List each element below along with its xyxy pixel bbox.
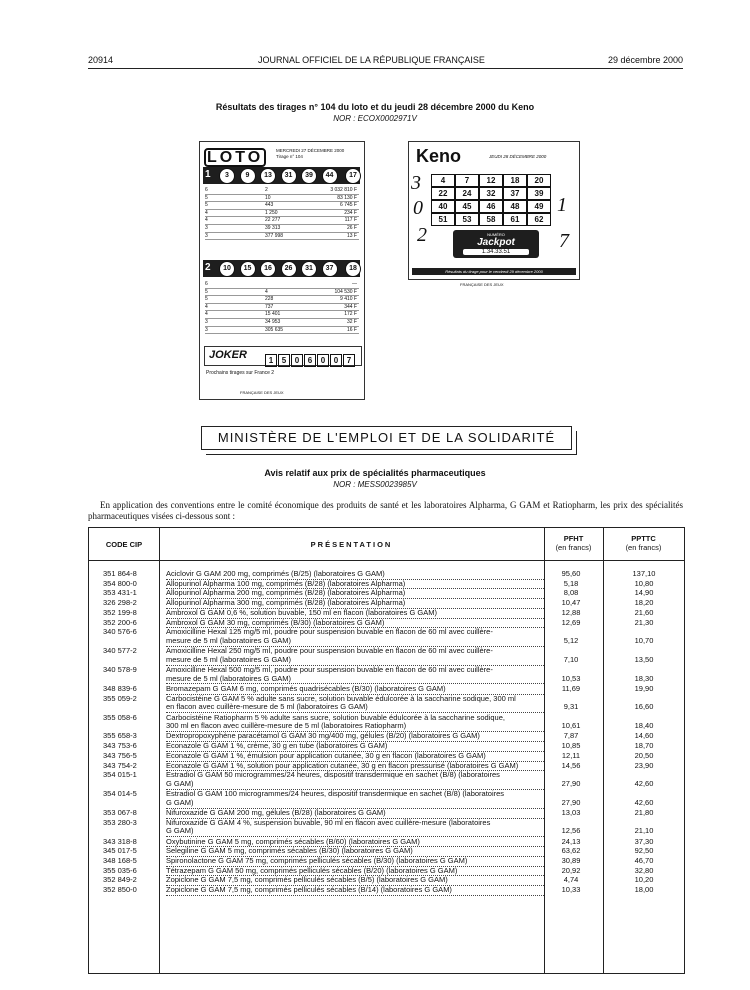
cip-code: 355 035-6 [103,865,137,875]
presentation: Ambroxol G GAM 30 mg, comprimés (B/30) (laboratoires G GAM) [166,619,544,629]
loto-prize-row: 4 22 277 117 F [205,217,357,224]
keno-deco-digit: 1 [557,194,567,216]
pttc-value: 16,60 [634,702,654,712]
pttc-value: 137,10 [632,569,656,578]
pttc-value: 13,50 [634,654,654,664]
keno-number: 49 [527,200,551,213]
keno-deco-digit: 3 [411,172,421,194]
pttc-value: 21,80 [634,808,654,817]
loto-ball: 9 [240,168,256,184]
keno-number: 32 [479,187,503,200]
keno-ticket [408,141,580,280]
presentation: Nifuroxazide G GAM 4 %, suspension buvable, 90 ml en flacon avec cuillère-mesure (laboratoires G GAM) [166,819,544,837]
ministry-heading: MINISTÈRE DE L'EMPLOI ET DE LA SOLIDARITÉ [201,426,572,450]
avis-nor: NOR : MESS0023985V [333,480,417,489]
pttc-value: 18,40 [634,721,654,731]
keno-deco-digit: 7 [559,230,569,252]
presentation: Dextropropoxyphène paracétamol G GAM 30 mg/400 mg, gélules (B/20) (laboratoires G GAM) [166,732,544,742]
pttc-value: 20,50 [634,750,654,760]
presentation: Nifuroxazide G GAM 200 mg, gélules (B/28) (laboratoires G GAM) [166,809,544,819]
pttc-value: 18,20 [634,598,654,608]
presentation: Econazole G GAM 1 %, solution pour application cutanée, 30 g en flacon pressurisé (laboratoires G GAM) [166,762,544,772]
keno-number: 53 [455,213,479,226]
cip-code: 326 298-2 [103,598,137,608]
pfht-value: 12,69 [561,617,581,627]
keno-number: 40 [431,200,455,213]
keno-deco-digit: 2 [417,224,427,246]
pfht-value: 8,08 [563,588,579,598]
pfht-value: 14,56 [561,760,581,770]
cip-code: 352 849-2 [103,875,137,885]
joker-digit: 5 [278,354,290,367]
loto-prize-row: 5 443 6 745 F [205,202,357,209]
loto-prize-row: 5 10 83 130 F [205,194,357,201]
loto-ball: 13 [260,168,276,184]
loto-ball: 3 [219,168,235,184]
presentation: Bromazepam G GAM 6 mg, comprimés quadrisécables (B/30) (laboratoires G GAM) [166,685,544,695]
loto-logo: LOTO [204,148,270,166]
keno-number: 45 [455,200,479,213]
loto-draw2-prizes [205,281,359,334]
loto-prize-row: 4 737 344 F [205,303,357,310]
price-table [88,527,685,974]
pfht-value: 10,61 [561,721,581,731]
header-pttc-unit: (en francs) [625,543,662,552]
presentation: Zopiclone G GAM 7,5 mg, comprimés pelliculés sécables (B/14) (laboratoires G GAM) [166,886,544,896]
pttc-value: 14,90 [634,588,654,598]
keno-number: 46 [479,200,503,213]
loto-ball: 31 [301,261,317,277]
keno-fdj: FRANÇAISE DES JEUX [460,282,504,287]
header-presentation: PRÉSENTATION [310,540,393,549]
pfht-value: 5,18 [563,578,579,588]
pttc-value: 10,20 [634,875,654,885]
loto-prize-row: 5 4 104 530 F [205,288,357,295]
keno-number: 48 [503,200,527,213]
pttc-value: 46,70 [634,856,654,865]
pttc-value: 42,60 [634,797,654,807]
pttc-value: 21,10 [634,826,654,836]
pttc-value: 92,50 [634,846,654,856]
pttc-value: 10,80 [634,578,654,588]
loto-prize-row: 3 305 635 16 F [205,326,357,333]
presentation: Amoxicilline Hexal 250 mg/5 ml, poudre pour suspension buvable en flacon de 60 ml avec cuillère- mesure de 5 ml (laboratoires G GAM) [166,647,544,665]
presentation: Aciclovir G GAM 200 mg, comprimés (B/25) (laboratoires G GAM) [166,570,544,580]
cip-code: 354 800-0 [103,578,137,588]
loto-draw1-prizes [205,187,359,240]
table-header [89,528,684,561]
pttc-value: 14,60 [634,731,654,741]
keno-date: JEUDI 28 DÉCEMBRE 2000 [489,154,547,159]
cip-code: 354 015-1 [103,770,137,780]
cip-code: 340 576-6 [103,627,137,637]
joker-number [265,350,356,368]
cip-code: 353 280-3 [103,817,137,827]
cip-code: 351 864-8 [103,569,137,578]
journal-title: JOURNAL OFFICIEL DE LA RÉPUBLIQUE FRANÇAISE [258,55,485,65]
loto-ball: 39 [301,168,317,184]
loto-prize-row: 4 15 401 172 F [205,311,357,318]
keno-number: 37 [503,187,527,200]
keno-number: 18 [503,174,527,187]
pttc-value: 18,30 [634,673,654,683]
loto-footer: Prochains tirages sur France 2 [206,370,275,376]
page-header [88,55,683,69]
keno-deco-digit: 0 [413,197,423,219]
pfht-value: 12,88 [561,607,581,617]
loto-prize-row: 4 1 250 234 F [205,209,357,216]
issue-date: 29 décembre 2000 [607,55,683,65]
loto-ball: 17 [345,168,361,184]
loto-prize-row: 5 228 9 410 F [205,296,357,303]
joker-digit: 6 [304,354,316,367]
pfht-value: 30,89 [561,856,581,865]
cip-code: 352 199-8 [103,607,137,617]
pfht-value: 7,87 [563,731,579,741]
presentation: Spironolactone G GAM 75 mg, comprimés pelliculés sécables (B/30) (laboratoires G GAM) [166,857,544,867]
pttc-value: 19,90 [634,683,654,693]
loto-ball: 16 [260,261,276,277]
pfht-value: 10,47 [561,598,581,608]
header-pfht: PFHT [563,534,584,543]
cip-code: 340 578-9 [103,665,137,674]
cip-code: 352 200-6 [103,617,137,627]
header-rule [88,68,683,69]
keno-number: 7 [455,174,479,187]
presentation: Selegiline G GAM 5 mg, comprimés sécables (B/30) (laboratoires G GAM) [166,847,544,857]
loto-ball: 15 [240,261,256,277]
pfht-value: 5,12 [563,635,579,645]
pfht-value: 27,90 [561,797,581,807]
loto-draw2-balls: 2 10 15 16 26 31 37 18 [203,260,360,277]
joker-digit: 7 [343,354,355,367]
cip-code: 340 577-2 [103,646,137,656]
cip-code: 348 839-6 [103,683,137,693]
loto-draw1-balls: 1 3 9 13 31 39 44 17 [203,167,360,184]
keno-number: 4 [431,174,455,187]
pfht-value: 24,13 [561,836,581,846]
keno-number: 24 [455,187,479,200]
jackpot-box: NUMÉRO Jackpot 1.34.33.51 [453,230,539,258]
presentation: Tétrazepam G GAM 50 mg, comprimés pelliculés sécables (B/20) (laboratoires G GAM) [166,867,544,877]
joker-label: JOKER [209,349,247,361]
loto-prize-row: 3 39 313 26 F [205,224,357,231]
cip-code: 345 017-5 [103,846,137,856]
pfht-value: 63,62 [561,846,581,856]
intro-paragraph: En application des conventions entre le comité économique des produits de santé et les laboratoires Alpharma, G GAM et Ratiopharm, les prix des spécialités pharmaceutiques visées ci-dessous sont : [88,500,683,521]
loto-ball: 10 [219,261,235,277]
pfht-value: 4,74 [563,875,579,885]
presentation: Carbocistéine G GAM 5 % adulte sans sucre, solution buvable édulcorée à la saccharine sodique, 300 ml en flacon avec cuillère-mesure de 5 ml (laboratoires G GAM) [166,695,544,713]
presentation: Oxybutinine G GAM 5 mg, comprimés sécables (B/60) (laboratoires G GAM) [166,838,544,848]
pfht-value: 10,33 [561,885,581,895]
jackpot-value: 1.34.33.51 [463,249,529,255]
cip-code: 343 753-6 [103,741,137,751]
loto-prize-row: 6 — [205,281,357,287]
results-title: Résultats des tirages n° 104 du loto et du jeudi 28 décembre 2000 du Keno [215,102,535,112]
keno-number: 22 [431,187,455,200]
keno-footer: Résultats du tirage pour le vendredi 29 décembre 2000 [412,268,576,275]
pttc-value: 37,30 [634,836,654,846]
pttc-value: 42,60 [634,778,654,788]
cip-code: 348 168-5 [103,856,137,865]
presentation: Allopurinol Alpharma 100 mg, comprimés (B/28) (laboratoires Alpharma) [166,580,544,590]
cip-code: 343 754-2 [103,760,137,770]
keno-number: 20 [527,174,551,187]
joker-box [204,346,362,366]
pfht-value: 95,60 [561,569,581,578]
loto-prize-row: 3 34 953 32 F [205,318,357,325]
keno-number: 51 [431,213,455,226]
header-pfht-unit: (en francs) [555,543,592,552]
loto-ball: 31 [281,168,297,184]
keno-number: 62 [527,213,551,226]
loto-ball: 44 [322,168,338,184]
presentation: Carbocistéine Ratiopharm 5 % adulte sans sucre, solution buvable édulcorée à la saccharine sodique, 300 ml en flacon avec cuillère-mesure de 5 ml (laboratoires Ratiopharm) [166,714,544,732]
pfht-value: 7,10 [563,654,579,664]
cip-code: 352 850-0 [103,885,137,895]
cip-code: 343 318-8 [103,836,137,846]
presentation: Amoxicilline Hexal 500 mg/5 ml, poudre pour suspension buvable en flacon de 60 ml avec cuillère- mesure de 5 ml (laboratoires G GAM) [166,666,544,684]
pfht-value: 10,53 [561,673,581,683]
results-nor: NOR : ECOX0002971V [333,114,417,123]
header-code: CODE CIP [105,540,143,549]
pfht-value: 13,03 [561,808,581,817]
loto-ball: 18 [345,261,361,277]
keno-number: 12 [479,174,503,187]
presentation: Ambroxol G GAM 0,6 %, solution buvable, 150 ml en flacon (laboratoires G GAM) [166,609,544,619]
joker-digit: 0 [317,354,329,367]
joker-digit: 0 [291,354,303,367]
presentation: Allopurinol Alpharma 200 mg, comprimés (B/28) (laboratoires Alpharma) [166,589,544,599]
cip-code: 355 658-3 [103,731,137,741]
loto-fdj: FRANÇAISE DES JEUX [240,390,284,395]
page-number: 20914 [88,55,114,65]
loto-prize-row: 6 2 3 032 810 F [205,187,357,193]
presentation: Allopurinol Alpharma 300 mg, comprimés (B/28) (laboratoires Alpharma) [166,599,544,609]
pttc-value: 18,00 [634,885,654,895]
pfht-value: 27,90 [561,778,581,788]
pfht-value: 11,69 [561,683,581,693]
pfht-value: 20,92 [561,865,581,875]
keno-title: Keno [416,146,461,166]
cip-code: 353 067-8 [103,808,137,817]
cip-code: 353 431-1 [103,588,137,598]
pttc-value: 23,90 [634,760,654,770]
pttc-value: 18,70 [634,741,654,751]
cip-code: 354 014-5 [103,789,137,799]
presentation: Econazole G GAM 1 %, crème, 30 g en tube (laboratoires G GAM) [166,742,544,752]
loto-ball: 26 [281,261,297,277]
loto-ticket [199,141,365,400]
joker-digit: 0 [330,354,342,367]
presentation: Amoxicilline Hexal 125 mg/5 ml, poudre pour suspension buvable en flacon de 60 ml avec cuillère- mesure de 5 ml (laboratoires G GAM) [166,628,544,646]
pfht-value: 10,85 [561,741,581,751]
presentation: Estradiol G GAM 100 microgrammes/24 heures, dispositif transdermique en sachet (B/8) (laboratoires G GAM) [166,790,544,808]
joker-digit: 1 [265,354,277,367]
pttc-value: 21,30 [634,617,654,627]
presentation: Zopiclone G GAM 7,5 mg, comprimés pelliculés sécables (B/5) (laboratoires G GAM) [166,876,544,886]
cip-code: 355 059-2 [103,693,137,703]
cip-code: 355 058-6 [103,712,137,722]
keno-number: 61 [503,213,527,226]
loto-date: MERCREDI 27 DÉCEMBRE 2000 Tirage n° 104 [276,148,345,159]
keno-number: 39 [527,187,551,200]
header-pttc: PPTTC [631,534,656,543]
loto-prize-row: 3 377 998 13 F [205,232,357,239]
avis-title: Avis relatif aux prix de spécialités pharmaceutiques [264,468,486,478]
cip-code: 343 756-5 [103,750,137,760]
pfht-value: 9,31 [563,702,579,712]
pttc-value: 10,70 [634,635,654,645]
loto-ball: 37 [322,261,338,277]
keno-number: 58 [479,213,503,226]
pfht-value: 12,56 [561,826,581,836]
presentation: Estradiol G GAM 50 microgrammes/24 heures, dispositif transdermique en sachet (B/8) (laboratoires G GAM) [166,771,544,789]
pttc-value: 21,60 [634,607,654,617]
pfht-value: 12,11 [561,750,581,760]
pttc-value: 32,80 [634,865,654,875]
presentation: Econazole G GAM 1 %, émulsion pour application cutanée, 30 g en flacon (laboratoires G GAM) [166,752,544,762]
